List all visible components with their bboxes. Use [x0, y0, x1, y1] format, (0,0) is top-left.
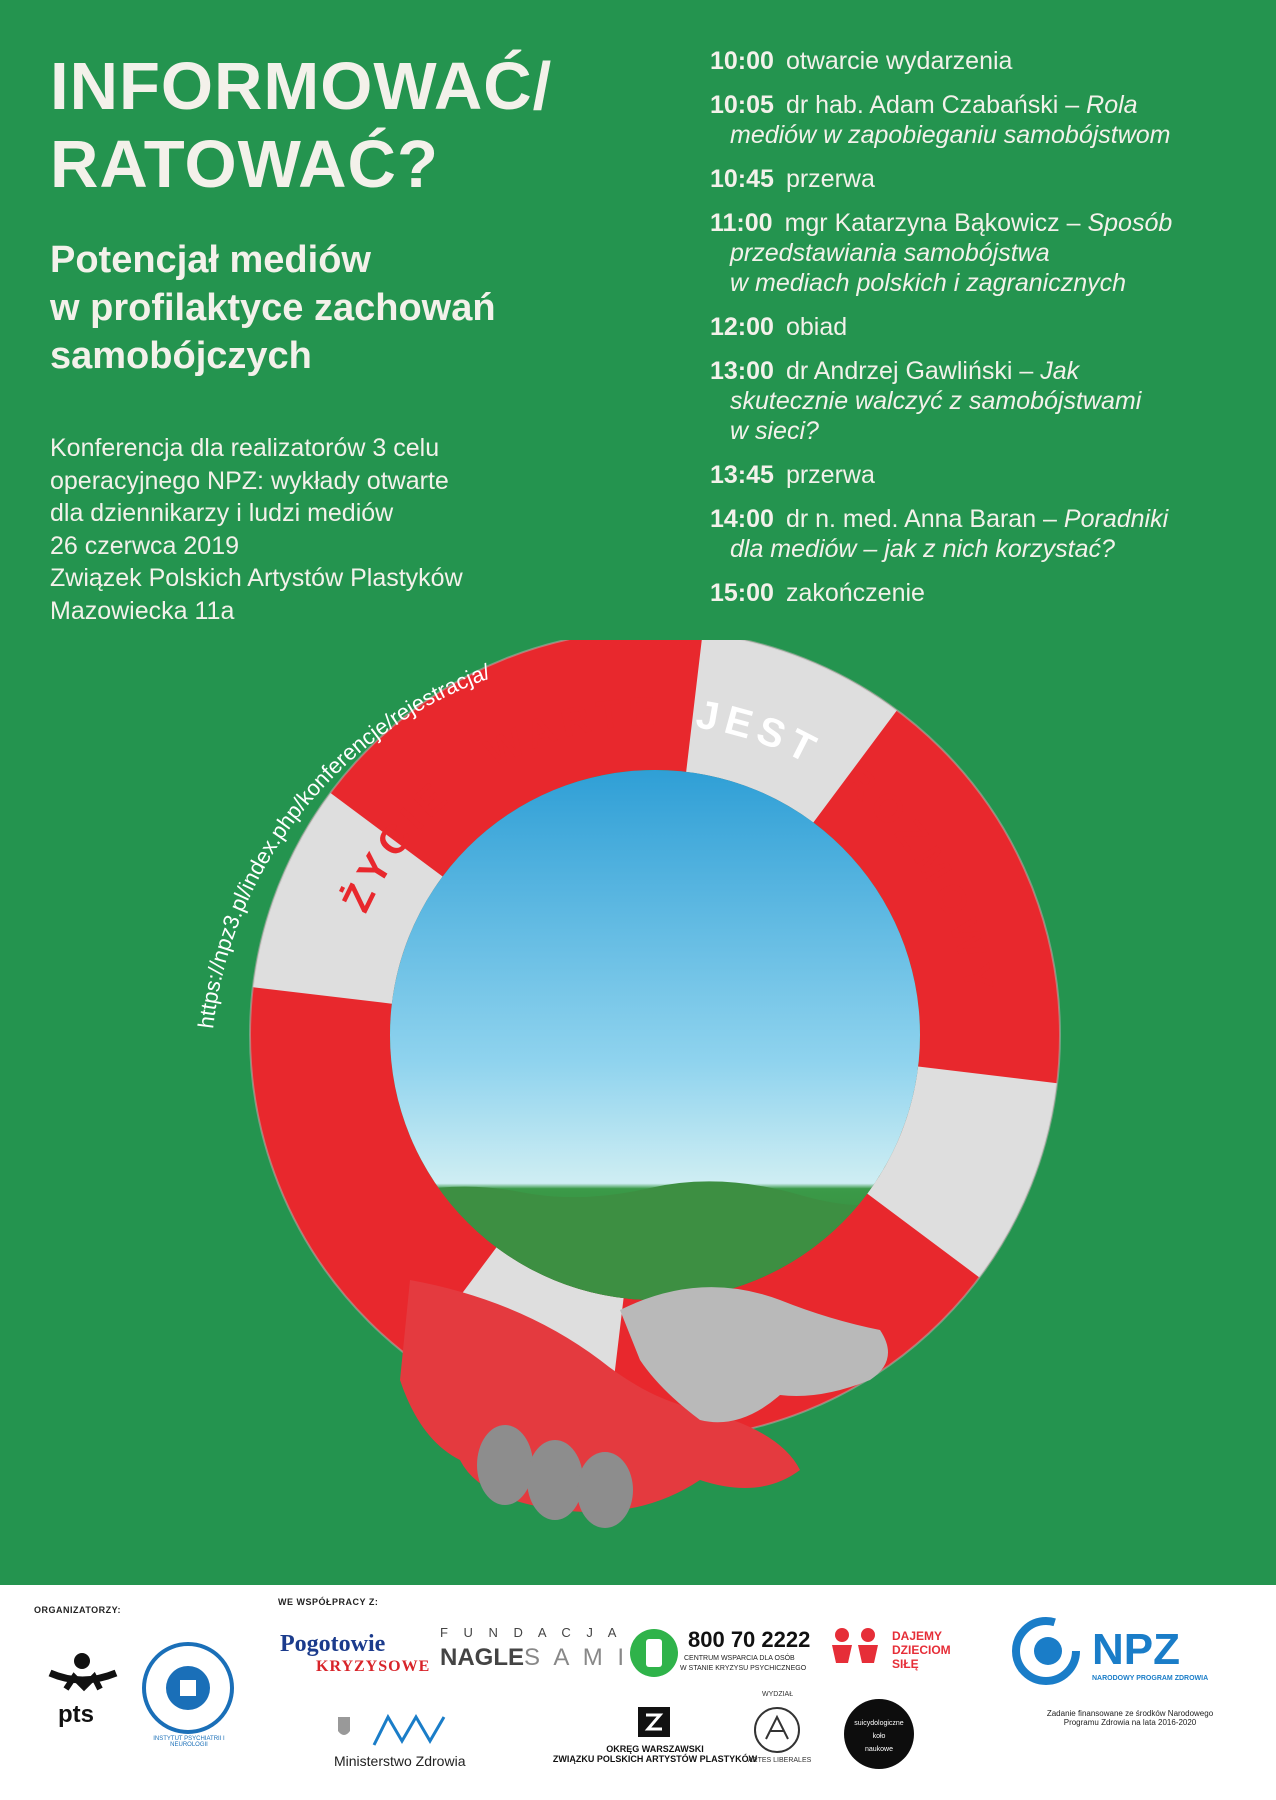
schedule-talk: Rola: [1086, 91, 1138, 119]
nagle-sami-logo: [440, 1625, 628, 1672]
schedule-item: [710, 46, 1270, 76]
title-line-2: RATOWAĆ?: [50, 127, 439, 202]
schedule-text: przerwa: [785, 461, 875, 489]
schedule-speaker: dr Andrzej Gawliński –: [785, 357, 1034, 385]
fundacja-label: F U N D A C J A: [440, 1625, 623, 1640]
schedule-talk-cont: skutecznie walczyć z samobójstwami: [730, 387, 1142, 415]
artes-top-text: WYDZIAŁ: [762, 1691, 794, 1698]
kolo-text-1: suicydologiczne: [854, 1720, 904, 1727]
npz-subtitle: NARODOWY PROGRAM ZDROWIA: [1092, 1675, 1209, 1682]
schedule-time: 12:00: [710, 313, 774, 341]
ipin-icon: [140, 1640, 236, 1736]
schedule-talk-cont: mediów w zapobieganiu samobójstwom: [730, 121, 1171, 149]
npz-text: NPZ: [1092, 1625, 1180, 1674]
helpline-number: 800 70 2222: [688, 1627, 811, 1652]
landscape: [390, 770, 920, 1300]
title-line-1: INFORMOWAĆ/: [50, 49, 553, 124]
sami-text: S A M I: [524, 1644, 629, 1671]
info-line-2: operacyjnego NPZ: wykłady otwarte: [50, 466, 449, 495]
phone-icon: [626, 1625, 682, 1681]
subtitle-line-3: samobójczych: [50, 335, 312, 377]
zpap-icon: [634, 1705, 674, 1739]
schedule: [710, 46, 1270, 622]
schedule-time: 10:00: [710, 47, 774, 75]
schedule-item: [710, 578, 1270, 608]
pogotowie-logo: [280, 1631, 430, 1676]
schedule-speaker: dr hab. Adam Czabański –: [785, 91, 1080, 119]
schedule-speaker: mgr Katarzyna Bąkowicz –: [784, 209, 1081, 237]
event-address: Mazowiecka 11a: [50, 596, 235, 625]
npz-logo: [1010, 1615, 1214, 1727]
helpline-sub2: W STANIE KRYZYSU PSYCHICZNEGO: [680, 1665, 807, 1672]
kolo-text-3: naukowe: [864, 1746, 894, 1753]
schedule-text: przerwa: [785, 165, 875, 193]
schedule-item: [710, 460, 1270, 490]
event-date: 26 czerwca 2019: [50, 531, 240, 560]
zpap-text-1: OKRĘG WARSZAWSKI: [606, 1744, 704, 1754]
dajemy-text-2: DZIECIOM: [892, 1643, 951, 1657]
info-line-3: dla dziennikarzy i ludzi mediów: [50, 499, 394, 527]
event-venue: Związek Polskich Artystów Plastyków: [50, 564, 463, 592]
ring-word-rozmowy: ROZMOWY: [834, 757, 1003, 1001]
schedule-text: zakończenie: [785, 579, 925, 607]
schedule-time: 14:00: [710, 505, 774, 533]
kryzysowe-text: KRYZYSOWE: [316, 1658, 431, 1675]
schedule-item: [710, 90, 1270, 150]
schedule-time: 10:45: [710, 165, 774, 193]
schedule-time: 11:00: [710, 209, 773, 237]
schedule-item: [710, 208, 1270, 298]
sponsors-footer: [0, 1585, 1276, 1800]
pts-logo: [44, 1647, 124, 1727]
schedule-time: 13:45: [710, 461, 774, 489]
schedule-talk-cont: dla mediów – jak z nich korzystać?: [730, 535, 1115, 563]
schedule-talk: Jak: [1040, 357, 1080, 385]
children-icon: [826, 1625, 886, 1675]
info-line-1: Konferencja dla realizatorów 3 celu: [50, 434, 440, 462]
pts-text: pts: [58, 1701, 94, 1728]
artes-bottom-text: ARTES LIBERALES: [748, 1757, 812, 1764]
registration-url-text[interactable]: https://npz3.pl/index.php/konferencje/rejestracja/: [193, 658, 494, 1030]
page-title: [50, 48, 552, 204]
organizers-label: ORGANIZATORZY:: [34, 1605, 121, 1615]
subtitle: [50, 236, 496, 380]
ring-word-jest: JEST: [692, 692, 828, 775]
kolo-text-2: koło: [872, 1733, 886, 1740]
helpline-sub1: CENTRUM WSPARCIA DLA OSÓB: [684, 1655, 795, 1662]
subtitle-line-2: w profilaktyce zachowań: [50, 287, 496, 329]
ring-word-warte: WARTE: [478, 689, 662, 777]
ministry-text: Ministerstwo Zdrowia: [334, 1753, 466, 1769]
nagle-text: NAGLE: [440, 1644, 524, 1671]
schedule-talk: Poradniki: [1063, 505, 1169, 533]
conference-info: [50, 432, 463, 627]
schedule-talk-cont: w mediach polskich i zagranicznych: [730, 269, 1127, 297]
schedule-item: [710, 312, 1270, 342]
ring-word-zycie: ŻYCIE: [334, 771, 460, 919]
ipin-logo: [140, 1640, 236, 1748]
schedule-item: [710, 356, 1270, 446]
schedule-talk: Sposób: [1087, 209, 1173, 237]
pogotowie-text: Pogotowie: [280, 1631, 386, 1657]
schedule-text: obiad: [785, 313, 848, 341]
dajemy-logo: [826, 1625, 951, 1680]
dajemy-text-1: DAJEMY: [892, 1629, 943, 1643]
schedule-time: 13:00: [710, 357, 774, 385]
lifebuoy-artwork: [190, 640, 1120, 1585]
ipin-text: INSTYTUT PSYCHIATRII I NEUROLOGII: [153, 1736, 225, 1748]
dajemy-text-3: SIŁĘ: [892, 1657, 919, 1671]
artes-liberales-logo: [742, 1691, 812, 1770]
npz-note-2: Programu Zdrowia na lata 2016-2020: [1063, 1718, 1197, 1727]
ministry-logo: [334, 1711, 466, 1769]
schedule-time: 10:05: [710, 91, 774, 119]
partners-label: WE WSPÓŁPRACY Z:: [278, 1597, 379, 1607]
schedule-speaker: dr n. med. Anna Baran –: [785, 505, 1057, 533]
subtitle-line-1: Potencjał mediów: [50, 239, 371, 281]
kolo-naukowe-logo: [844, 1699, 914, 1769]
schedule-talk-cont: w sieci?: [730, 417, 819, 445]
schedule-talk-cont: przedstawiania samobójstwa: [730, 239, 1050, 267]
artes-liberales-icon: [742, 1695, 812, 1765]
npz-note-1: Zadanie finansowane ze środków Narodowego: [1046, 1709, 1214, 1718]
schedule-item: [710, 504, 1270, 564]
schedule-text: otwarcie wydarzenia: [785, 47, 1013, 75]
schedule-time: 15:00: [710, 579, 774, 607]
zpap-text-2: ZWIĄZKU POLSKICH ARTYSTÓW PLASTYKÓW: [552, 1754, 758, 1764]
schedule-item: [710, 164, 1270, 194]
zpap-logo: [550, 1705, 760, 1764]
ministry-icon: [334, 1711, 464, 1751]
npz-icon: [1010, 1615, 1090, 1687]
